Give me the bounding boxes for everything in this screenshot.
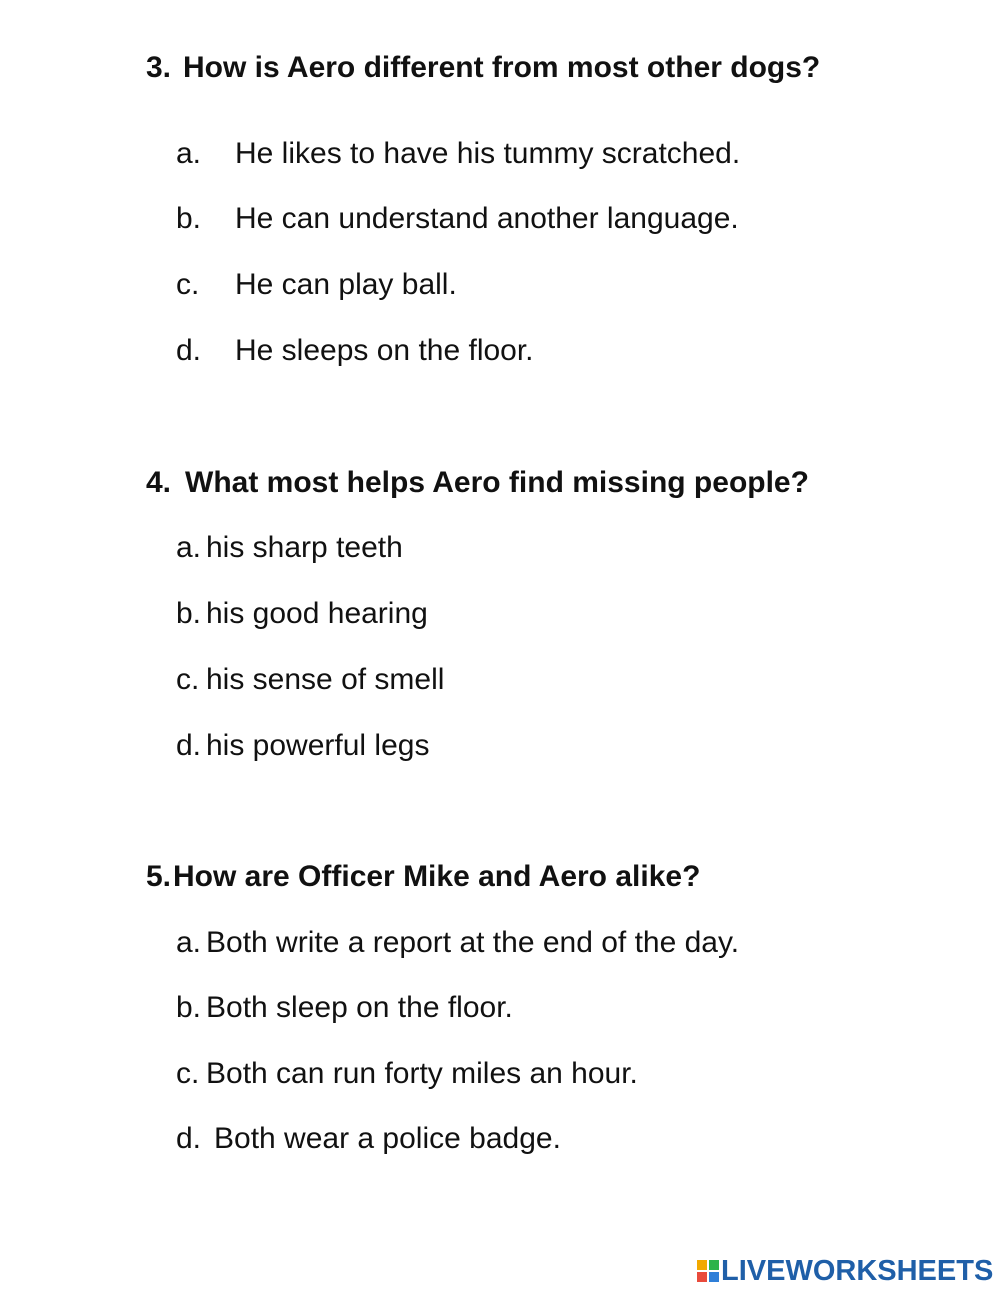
logo-square [709, 1260, 719, 1270]
option-text: Both write a report at the end of the day. [206, 926, 740, 959]
option-text: Both wear a police badge. [214, 1122, 561, 1155]
logo-square [697, 1272, 707, 1282]
option-text: He sleeps on the floor. [235, 334, 534, 367]
option-label: b. [176, 202, 202, 235]
option-text: Both can run forty miles an hour. [206, 1057, 638, 1090]
option-text: his good hearing [206, 597, 428, 630]
option-label: b. [176, 991, 202, 1024]
option-label: c. [176, 268, 200, 301]
option-text: He can play ball. [235, 268, 457, 301]
option-label: a. [176, 137, 202, 170]
option-text: his sense of smell [206, 663, 445, 696]
option-label: d. [176, 334, 202, 367]
option-label: a. [176, 531, 202, 564]
logo-text: LIVEWORKSHEETS [721, 1254, 994, 1287]
option-label: d. [176, 1122, 202, 1155]
option-text: his sharp teeth [206, 531, 403, 564]
option-text: Both sleep on the floor. [206, 991, 513, 1024]
option-label: a. [176, 926, 202, 959]
question-text: How are Officer Mike and Aero alike? [173, 860, 701, 893]
option-text: He likes to have his tummy scratched. [235, 137, 741, 170]
option-label: c. [176, 663, 200, 696]
question-number: 3. [146, 51, 172, 84]
option-label: c. [176, 1057, 200, 1090]
option-label: d. [176, 729, 202, 762]
question-text: What most helps Aero find missing people? [185, 466, 809, 499]
logo-mark-icon [697, 1260, 719, 1282]
option-text: his powerful legs [206, 729, 430, 762]
option-label: b. [176, 597, 202, 630]
question-text: How is Aero different from most other dogs? [183, 51, 821, 84]
liveworksheets-logo [697, 1254, 994, 1287]
question-number: 5. [146, 860, 172, 893]
option-text: He can understand another language. [235, 202, 739, 235]
logo-square [709, 1272, 719, 1282]
question-number: 4. [146, 466, 172, 499]
logo-square [697, 1260, 707, 1270]
